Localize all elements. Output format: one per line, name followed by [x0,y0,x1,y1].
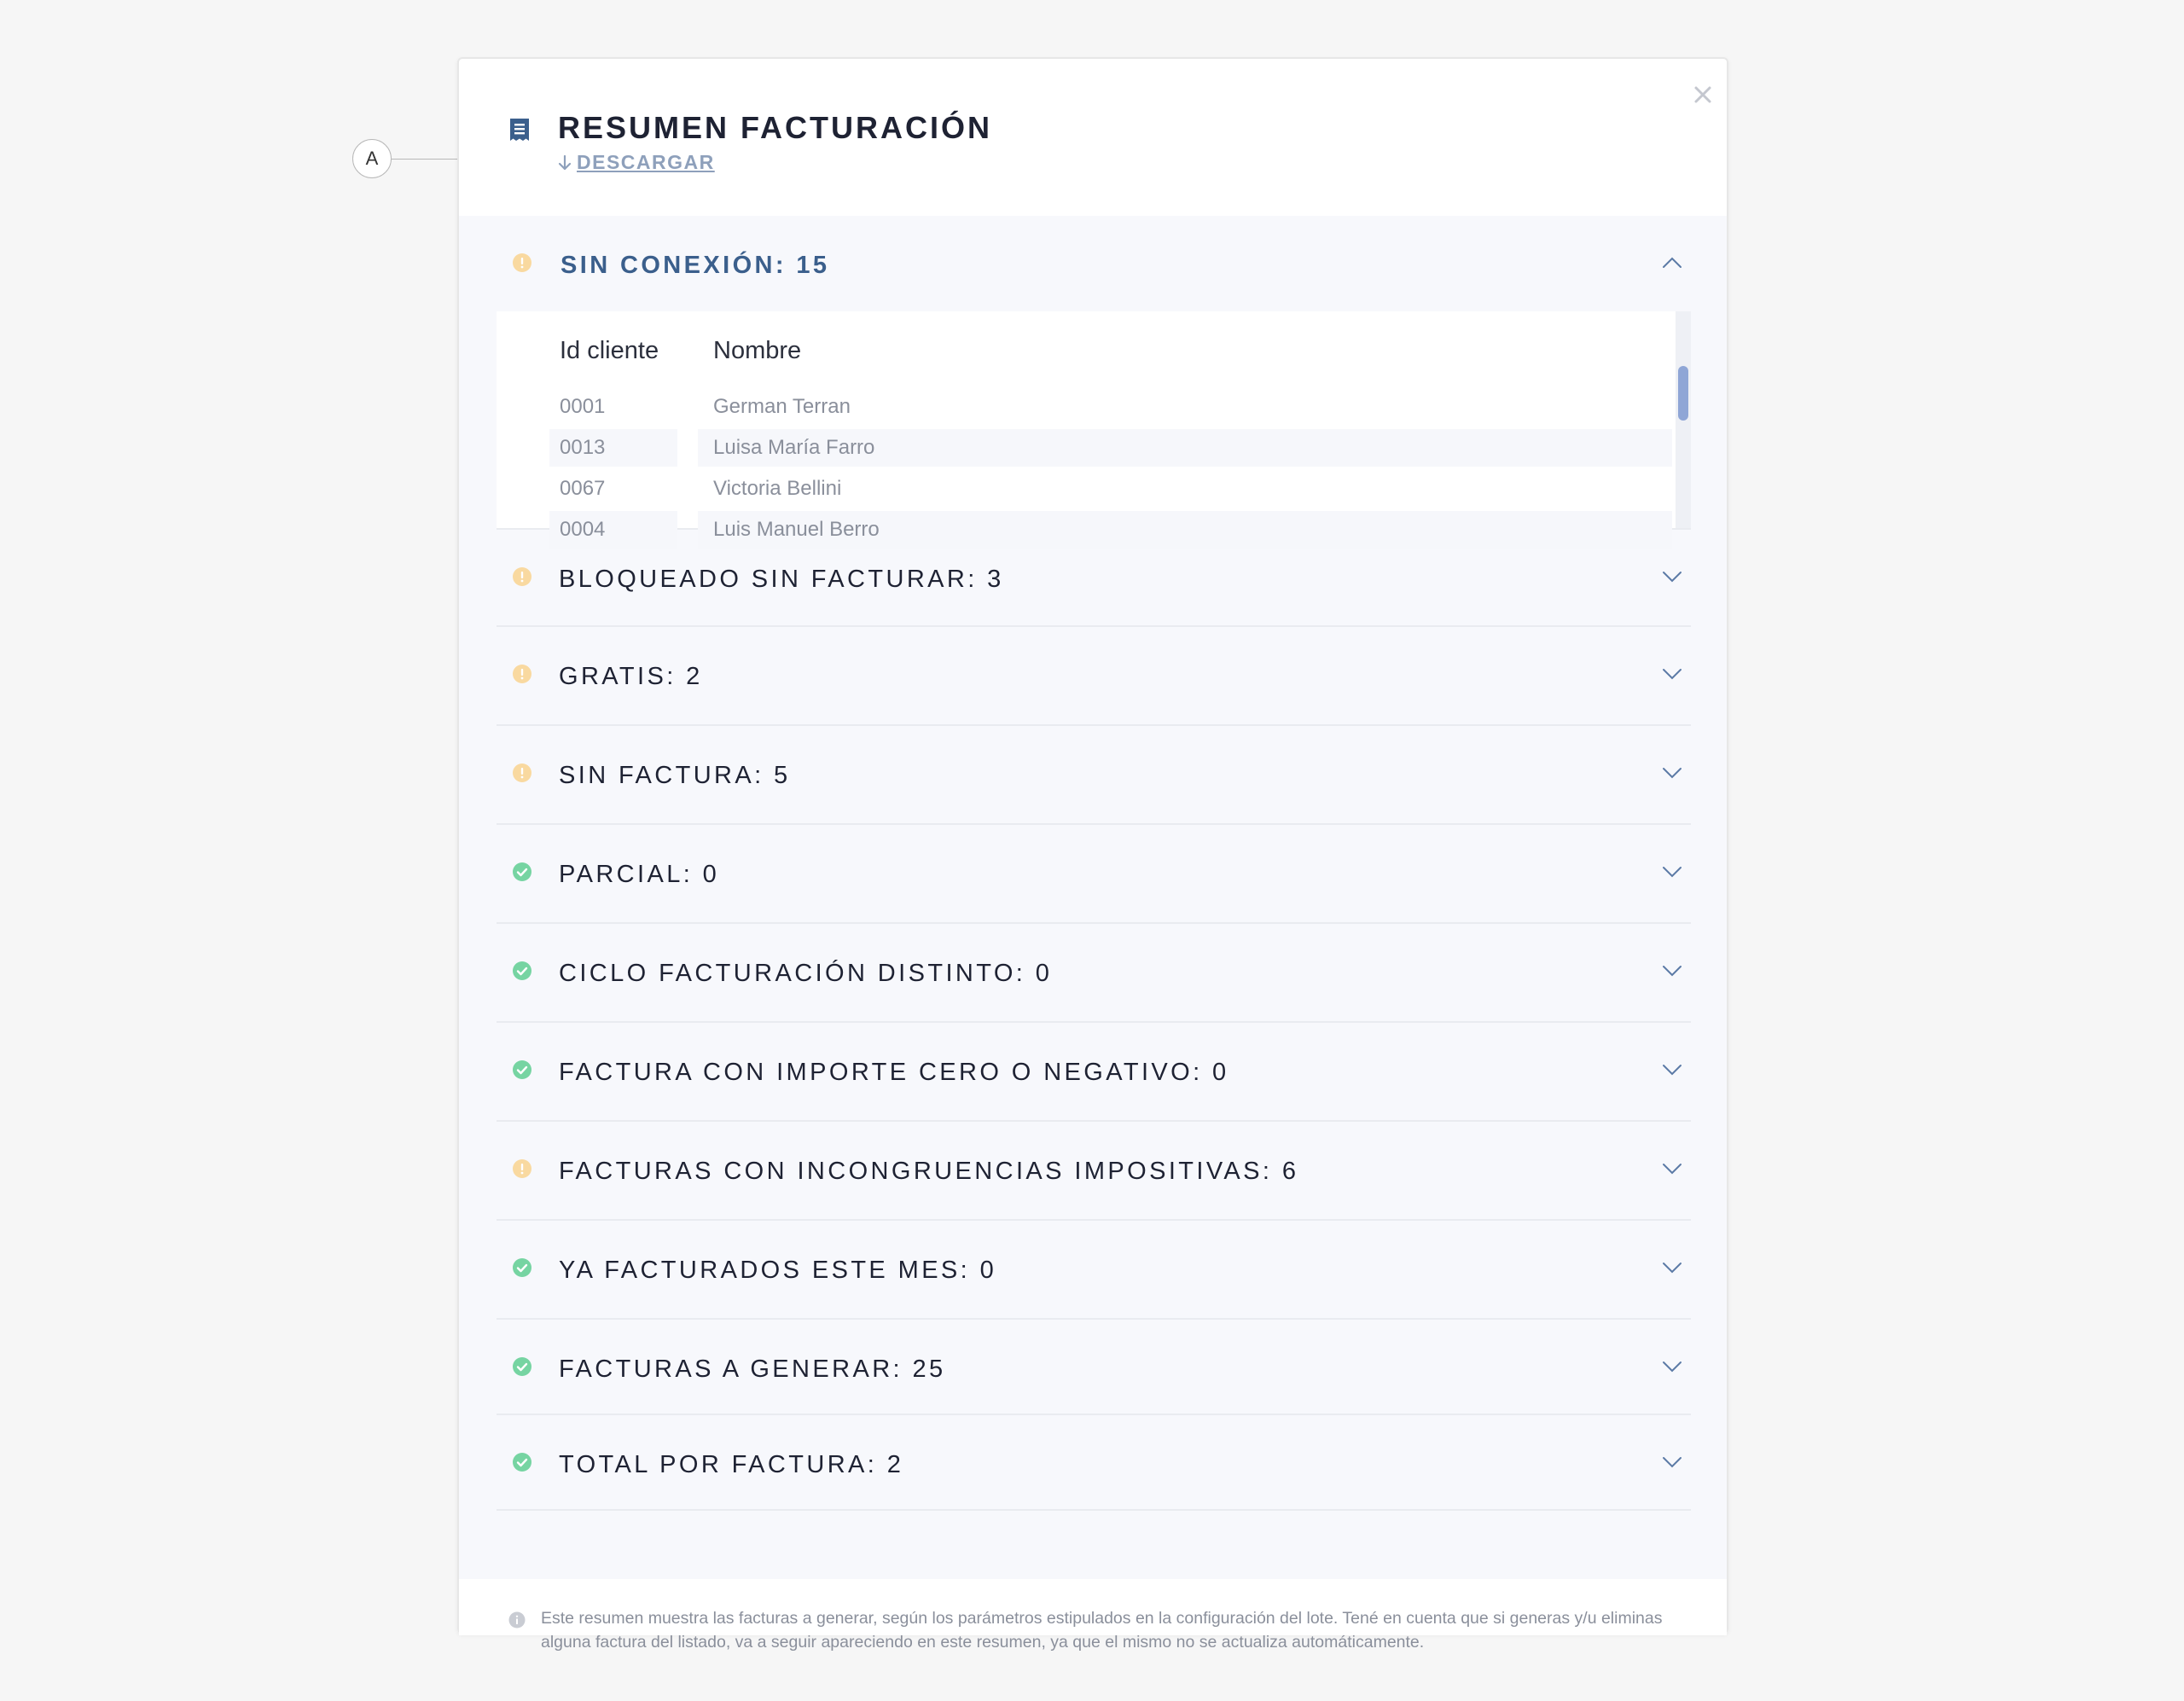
chevron-down-icon [1662,866,1682,878]
section-label: SIN FACTURA: 5 [559,762,791,789]
billing-summary-modal [457,57,1728,1652]
section-row[interactable] [497,726,1691,825]
section-label: BLOQUEADO SIN FACTURAR: 3 [559,566,1004,593]
chevron-down-icon [1662,668,1682,680]
column-header-id: Id cliente [560,337,659,364]
section-label: FACTURAS A GENERAR: 25 [559,1356,946,1383]
section-label: YA FACTURADOS ESTE MES: 0 [559,1257,997,1284]
section-header-expanded[interactable] [497,216,1691,311]
chevron-down-icon [1662,767,1682,779]
section-label: FACTURA CON IMPORTE CERO O NEGATIVO: 0 [559,1059,1229,1086]
modal-footer [459,1579,1727,1652]
section-row[interactable] [497,530,1691,627]
table-row[interactable] [497,388,1674,426]
cell-id: 0001 [560,395,606,418]
column-header-name: Nombre [713,337,802,364]
section-label: GRATIS: 2 [559,663,703,690]
chevron-down-icon [1662,1361,1682,1373]
check-icon [512,1257,532,1278]
warning-icon [512,664,532,684]
section-row[interactable] [497,627,1691,726]
section-row[interactable] [497,825,1691,924]
chevron-down-icon [1662,1262,1682,1274]
section-sin-conexion [497,216,1691,541]
cell-name: Luis Manuel Berro [713,518,880,541]
info-icon [508,1611,526,1628]
receipt-icon [508,117,531,147]
chevron-down-icon [1662,571,1682,583]
section-row[interactable] [497,1221,1691,1320]
section-list [497,530,1691,1511]
chevron-down-icon [1662,965,1682,977]
cell-name: Luisa María Farro [713,436,875,459]
check-icon [512,862,532,882]
download-link[interactable] [558,151,715,174]
modal-title: RESUMEN FACTURACIÓN [558,110,993,145]
annotation-callout-a: A [352,139,392,178]
scrollbar-track[interactable] [1676,311,1691,528]
arrow-down-icon [558,154,572,171]
warning-icon [512,253,532,273]
warning-icon [512,566,532,587]
section-row[interactable] [497,1023,1691,1122]
modal-header [459,59,1727,216]
chevron-down-icon [1662,1064,1682,1076]
section-row[interactable] [497,1320,1691,1415]
check-icon [512,1059,532,1080]
check-icon [512,1452,532,1472]
chevron-up-icon [1662,257,1682,269]
check-icon [512,961,532,981]
section-row[interactable] [497,1122,1691,1221]
chevron-down-icon [1662,1456,1682,1468]
footer-note: Este resumen muestra las facturas a generar, según los parámetros estipulados en la configuración del lote. Tené en cuenta que si generas y/u eliminas alguna factura del listado, va a seguir apareciendo en este resumen, ya que el mismo no se actualiza automáticamente. [541,1609,1663,1652]
cell-id: 0067 [560,477,606,500]
cell-id: 0013 [560,436,606,459]
summary-body [459,216,1727,1579]
section-row[interactable] [497,1415,1691,1511]
check-icon [512,1356,532,1377]
section-label: SIN CONEXIÓN: 15 [561,252,830,279]
section-label: CICLO FACTURACIÓN DISTINTO: 0 [559,960,1053,987]
chevron-down-icon [1662,1163,1682,1175]
table-row[interactable] [497,470,1674,508]
table-row[interactable] [497,429,1674,467]
section-label: FACTURAS CON INCONGRUENCIAS IMPOSITIVAS: 6 [559,1158,1299,1185]
scrollbar-thumb[interactable] [1678,366,1688,421]
cell-name: German Terran [713,395,851,418]
warning-icon [512,1158,532,1179]
section-label: PARCIAL: 0 [559,861,720,888]
section-row[interactable] [497,924,1691,1023]
clients-table [497,311,1691,541]
download-label: DESCARGAR [577,151,715,173]
cell-name: Victoria Bellini [713,477,842,500]
cell-id: 0004 [560,518,606,541]
section-label: TOTAL POR FACTURA: 2 [559,1451,904,1478]
warning-icon [512,763,532,783]
